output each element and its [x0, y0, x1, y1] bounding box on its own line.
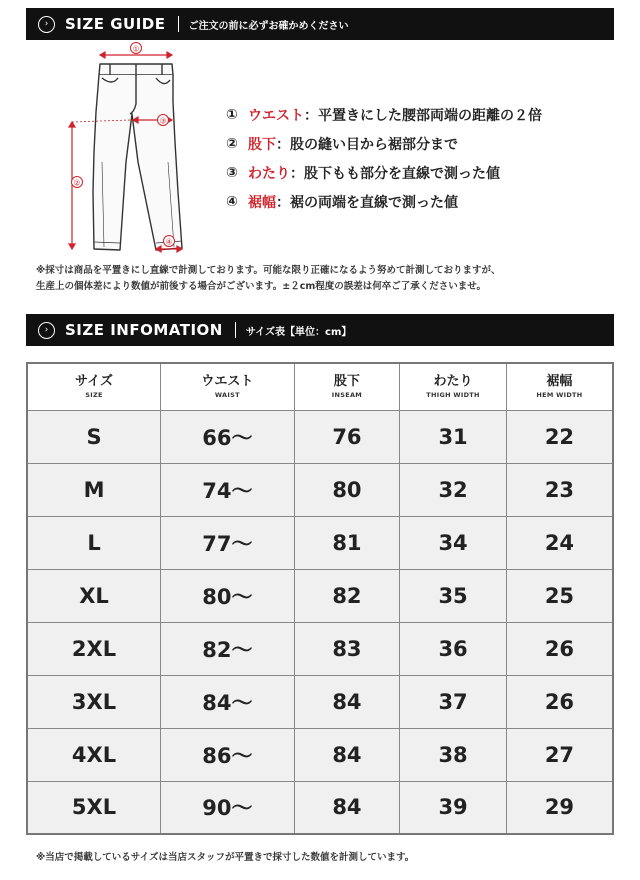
- column-header-size: [27, 363, 161, 410]
- column-header-inseam: [294, 363, 400, 410]
- guide-item-term: わたり: [248, 165, 290, 182]
- cell-hem: 26: [506, 622, 613, 675]
- size-info-subtitle: サイズ表【単位：cm】: [245, 326, 352, 338]
- cell-inseam: 76: [294, 410, 400, 463]
- cell-size: 5XL: [27, 781, 161, 834]
- guide-item-term: 股下: [248, 136, 276, 153]
- cell-thigh: 32: [400, 463, 507, 516]
- diagram-label-1: ①: [132, 44, 140, 54]
- cell-size: 3XL: [27, 675, 161, 728]
- cell-inseam: 84: [294, 781, 400, 834]
- cell-size: L: [27, 516, 161, 569]
- diagram-label-2: ②: [73, 178, 81, 188]
- guide-item-number: ④: [226, 193, 238, 210]
- chevron-right-icon: ›: [38, 322, 55, 339]
- cell-inseam: 84: [294, 728, 400, 781]
- diagram-label-3: ③: [159, 116, 167, 126]
- cell-waist: 86〜: [161, 728, 295, 781]
- cell-hem: 22: [506, 410, 613, 463]
- cell-size: 4XL: [27, 728, 161, 781]
- table-row: [27, 781, 613, 834]
- column-header-label: 股下: [333, 373, 360, 389]
- size-guide-subtitle: ご注文の前に必ずお確かめください: [188, 20, 349, 32]
- cell-inseam: 84: [294, 675, 400, 728]
- cell-thigh: 31: [400, 410, 507, 463]
- column-header-label: サイズ: [75, 373, 113, 389]
- cell-thigh: 37: [400, 675, 507, 728]
- cell-inseam: 83: [294, 622, 400, 675]
- cell-waist: 84〜: [161, 675, 295, 728]
- size-table: [26, 362, 614, 835]
- guide-item-desc: ：平置きにした腰部両端の距離の２倍: [304, 107, 542, 124]
- cell-waist: 90〜: [161, 781, 295, 834]
- column-header-sublabel: HEM WIDTH: [536, 390, 583, 399]
- header-separator: [178, 16, 179, 32]
- guide-item-number: ③: [226, 164, 238, 181]
- cell-thigh: 34: [400, 516, 507, 569]
- table-row: [27, 463, 613, 516]
- guide-item-number: ②: [226, 135, 238, 152]
- cell-hem: 26: [506, 675, 613, 728]
- column-header-hem: [506, 363, 613, 410]
- cell-hem: 24: [506, 516, 613, 569]
- measurement-guide-list: [226, 100, 606, 216]
- cell-size: M: [27, 463, 161, 516]
- cell-thigh: 38: [400, 728, 507, 781]
- table-row: [27, 622, 613, 675]
- column-header-sublabel: WAIST: [214, 390, 240, 399]
- table-row: [27, 410, 613, 463]
- size-info-title: SIZE INFOMATION: [65, 321, 223, 339]
- header-separator: [235, 322, 236, 338]
- size-info-header: [26, 314, 614, 346]
- size-guide-header: [26, 8, 614, 40]
- table-row: [27, 516, 613, 569]
- cell-thigh: 36: [400, 622, 507, 675]
- cell-thigh: 35: [400, 569, 507, 622]
- table-row: [27, 675, 613, 728]
- guide-item-inseam: [226, 129, 606, 158]
- column-header-sublabel: INSEAM: [331, 390, 363, 399]
- column-header-sublabel: THIGH WIDTH: [426, 390, 480, 399]
- column-header-label: わたり: [433, 373, 473, 389]
- cell-hem: 23: [506, 463, 613, 516]
- guide-item-desc: ：股の縫い目から裾部分まで: [276, 136, 458, 153]
- guide-item-term: 裾幅: [248, 194, 276, 211]
- guide-item-desc: ：裾の両端を直線で測った値: [276, 194, 458, 211]
- guide-item-waist: [226, 100, 606, 129]
- size-guide-title: SIZE GUIDE: [65, 15, 166, 33]
- cell-inseam: 82: [294, 569, 400, 622]
- guide-item-desc: ：股下もも部分を直線で測った値: [290, 165, 500, 182]
- cell-inseam: 81: [294, 516, 400, 569]
- column-header-label: ウエスト: [201, 373, 254, 389]
- pants-diagram: [60, 42, 210, 257]
- guide-item-thigh: [226, 158, 606, 187]
- cell-hem: 27: [506, 728, 613, 781]
- cell-inseam: 80: [294, 463, 400, 516]
- column-header-sublabel: SIZE: [85, 390, 103, 399]
- cell-waist: 74〜: [161, 463, 295, 516]
- cell-waist: 80〜: [161, 569, 295, 622]
- column-header-label: 裾幅: [546, 373, 573, 389]
- cell-waist: 66〜: [161, 410, 295, 463]
- diagram-label-4: ④: [165, 237, 173, 247]
- cell-size: 2XL: [27, 622, 161, 675]
- measurement-note: [36, 263, 616, 295]
- cell-thigh: 39: [400, 781, 507, 834]
- measurement-note-line: ※採寸は商品を平置きにし直線で計測しております。可能な限り正確になるよう努めて計測しておりますが、: [36, 265, 501, 276]
- cell-waist: 82〜: [161, 622, 295, 675]
- guide-item-hem: [226, 187, 606, 216]
- cell-hem: 25: [506, 569, 613, 622]
- column-header-thigh: [400, 363, 507, 410]
- footer-note: ※当店で掲載しているサイズは当店スタッフが平置きで採寸した数値を計測しています。: [36, 852, 415, 863]
- guide-item-number: ①: [226, 106, 238, 123]
- guide-item-term: ウエスト: [248, 107, 304, 124]
- column-header-waist: [161, 363, 295, 410]
- table-row: [27, 569, 613, 622]
- cell-waist: 77〜: [161, 516, 295, 569]
- chevron-right-icon: ›: [38, 16, 55, 33]
- cell-size: S: [27, 410, 161, 463]
- cell-hem: 29: [506, 781, 613, 834]
- table-header-row: [27, 363, 613, 410]
- measurement-note-line: 生産上の個体差により数値が前後する場合がございます。±２cm程度の誤差は何卒ご了承くださいませ。: [36, 281, 486, 292]
- table-row: [27, 728, 613, 781]
- cell-size: XL: [27, 569, 161, 622]
